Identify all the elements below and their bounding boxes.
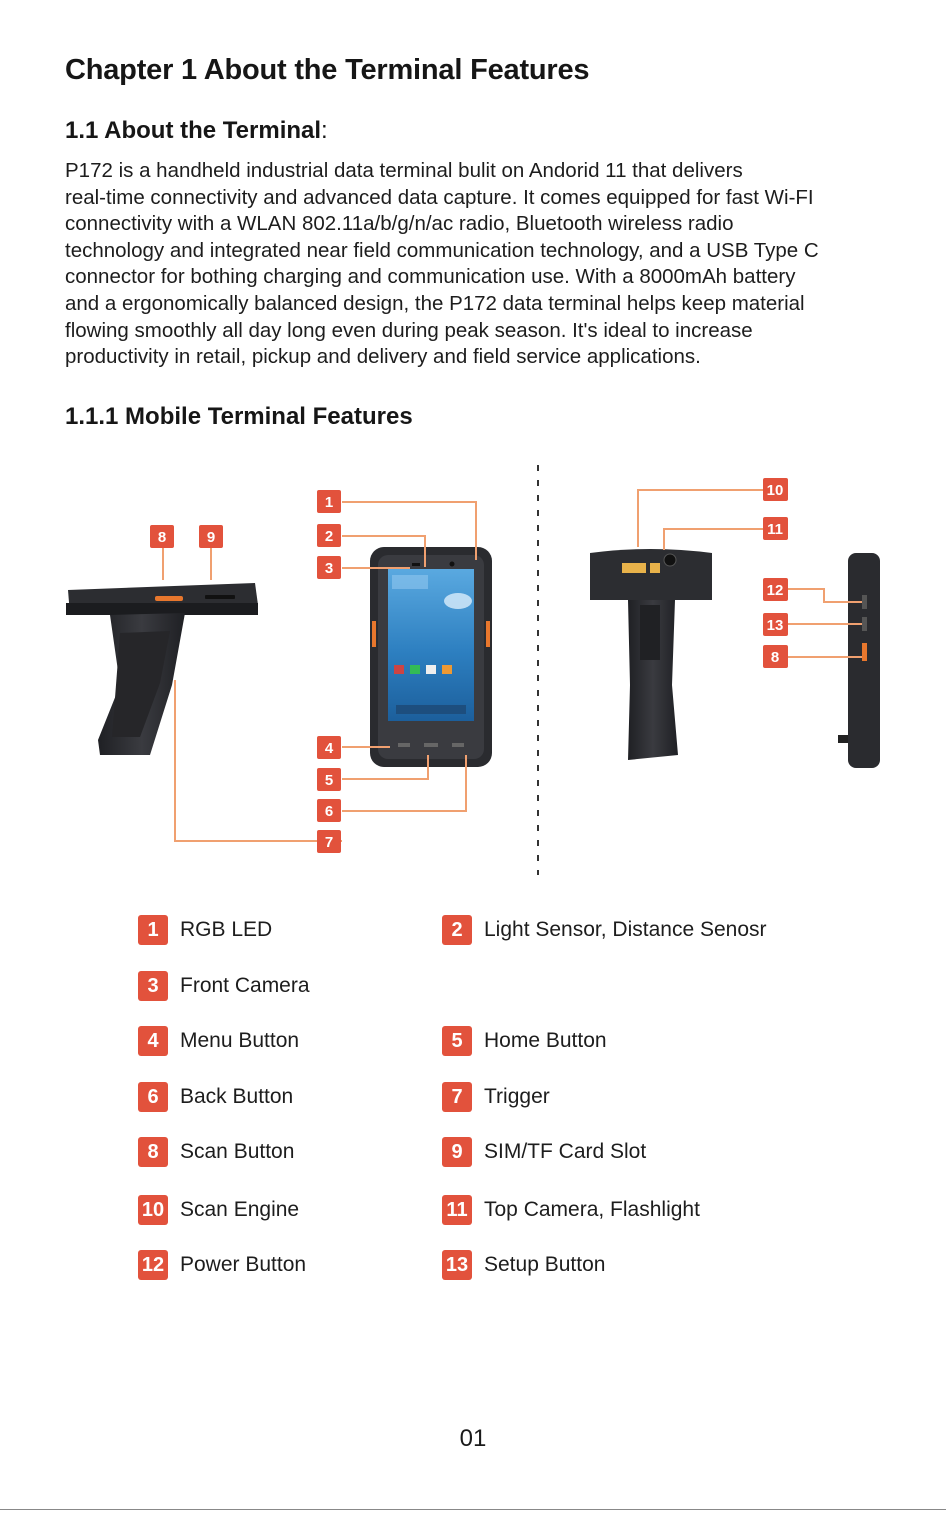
legend-number: 5 xyxy=(442,1026,472,1056)
legend-item xyxy=(442,1026,607,1056)
callout-badge xyxy=(317,768,341,791)
intro-line: productivity in retail, pickup and delivery and field service applications. xyxy=(65,345,701,369)
legend-label: Setup Button xyxy=(484,1253,606,1276)
legend-label: Home Button xyxy=(484,1029,607,1052)
intro-line: and a ergonomically balanced design, the P172 data terminal helps keep material xyxy=(65,291,805,315)
legend-number: 7 xyxy=(442,1082,472,1112)
callout-badge xyxy=(150,525,174,548)
callout-number: 4 xyxy=(324,740,334,757)
legend-item xyxy=(138,1137,294,1167)
legend-item xyxy=(138,1026,299,1056)
legend-label: Menu Button xyxy=(180,1029,300,1052)
legend-label: Scan Engine xyxy=(180,1198,300,1221)
legend-item xyxy=(442,1082,550,1112)
legend-number: 6 xyxy=(138,1082,168,1112)
callout-badge xyxy=(317,736,341,759)
callout-number: 9 xyxy=(206,529,216,546)
page-number: 01 xyxy=(459,1425,487,1452)
callout-number: 12 xyxy=(766,582,784,599)
callout-badge xyxy=(763,578,788,601)
callout-number: 3 xyxy=(324,560,334,577)
callout-badge xyxy=(317,490,341,513)
callout-badge xyxy=(317,556,341,579)
callout-badge xyxy=(317,830,341,853)
legend-label: Top Camera, Flashlight xyxy=(484,1198,700,1221)
legend-label: Scan Button xyxy=(180,1140,295,1163)
legend-item xyxy=(138,971,310,1001)
callout-number: 8 xyxy=(770,649,780,666)
section-title-text: 1.1 About the Terminal xyxy=(65,117,322,144)
legend-number: 12 xyxy=(138,1250,168,1280)
legend-item xyxy=(138,1195,299,1225)
intro-line: connector for bothing charging and communication use. With a 8000mAh battery xyxy=(65,265,796,289)
legend-number: 11 xyxy=(442,1195,472,1225)
callout-number: 8 xyxy=(157,529,167,546)
device-edge-view xyxy=(838,553,880,768)
callout-badge xyxy=(763,478,788,501)
legend-item xyxy=(442,1250,605,1280)
callout-lines xyxy=(163,490,862,841)
legend-number: 2 xyxy=(442,915,472,945)
legend-label: Back Button xyxy=(180,1085,294,1108)
callout-number: 5 xyxy=(324,772,334,789)
device-front-view xyxy=(370,547,492,767)
legend-number: 10 xyxy=(138,1195,168,1225)
callout-badge xyxy=(199,525,223,548)
callout-number: 13 xyxy=(766,617,784,634)
legend-item xyxy=(138,915,272,945)
terminal-diagram xyxy=(0,455,946,885)
callout-badge xyxy=(763,517,788,540)
callout-badge xyxy=(317,524,341,547)
subsection-title: 1.1.1 Mobile Terminal Features xyxy=(65,403,413,430)
bottom-rule xyxy=(0,1509,946,1510)
callout-number: 10 xyxy=(766,482,784,499)
intro-line: technology and integrated near field communication technology, and a USB Type C xyxy=(65,238,819,262)
intro-line: P172 is a handheld industrial data terminal bulit on Andorid 11 that delivers xyxy=(65,159,743,182)
callout-badge xyxy=(763,645,788,668)
legend-item xyxy=(442,1137,646,1167)
legend-item xyxy=(138,1082,293,1112)
chapter-title: Chapter 1 About the Terminal Features xyxy=(65,54,590,86)
legend-label: Front Camera xyxy=(180,974,310,997)
legend-number: 4 xyxy=(138,1026,168,1056)
section-title xyxy=(65,117,328,145)
legend-label: SIM/TF Card Slot xyxy=(484,1140,647,1163)
callout-number: 2 xyxy=(324,528,334,545)
legend-label: RGB LED xyxy=(180,918,273,941)
legend-number: 8 xyxy=(138,1137,168,1167)
legend-label: Power Button xyxy=(180,1253,307,1276)
intro-paragraph xyxy=(65,158,905,371)
callout-badge xyxy=(763,613,788,636)
device-top-view xyxy=(590,549,712,760)
callout-badge xyxy=(317,799,341,822)
device-side-view xyxy=(66,583,258,755)
terminal-features-figure xyxy=(0,455,946,885)
callout-number: 7 xyxy=(324,834,334,851)
intro-line: flowing smoothly all day long even during peak season. It's ideal to increase xyxy=(65,318,753,342)
legend-number: 3 xyxy=(138,971,168,1001)
legend-item xyxy=(138,1250,306,1280)
legend-number: 9 xyxy=(442,1137,472,1167)
legend-label: Light Sensor, Distance Senosr xyxy=(484,918,767,941)
callout-number: 1 xyxy=(324,494,334,511)
section-title-colon: : xyxy=(321,117,328,144)
legend-item xyxy=(442,915,767,945)
callout-number: 6 xyxy=(324,803,334,820)
intro-line: connectivity with a WLAN 802.11a/b/g/n/ac radio, Bluetooth wireless radio xyxy=(65,212,734,236)
callout-number: 11 xyxy=(767,521,783,538)
intro-line: real-time connectivity and advanced data capture. It comes equipped for fast Wi-FI xyxy=(65,185,814,209)
legend-label: Trigger xyxy=(484,1085,550,1108)
legend-item xyxy=(442,1195,700,1225)
legend-number: 13 xyxy=(442,1250,472,1280)
legend-number: 1 xyxy=(138,915,168,945)
